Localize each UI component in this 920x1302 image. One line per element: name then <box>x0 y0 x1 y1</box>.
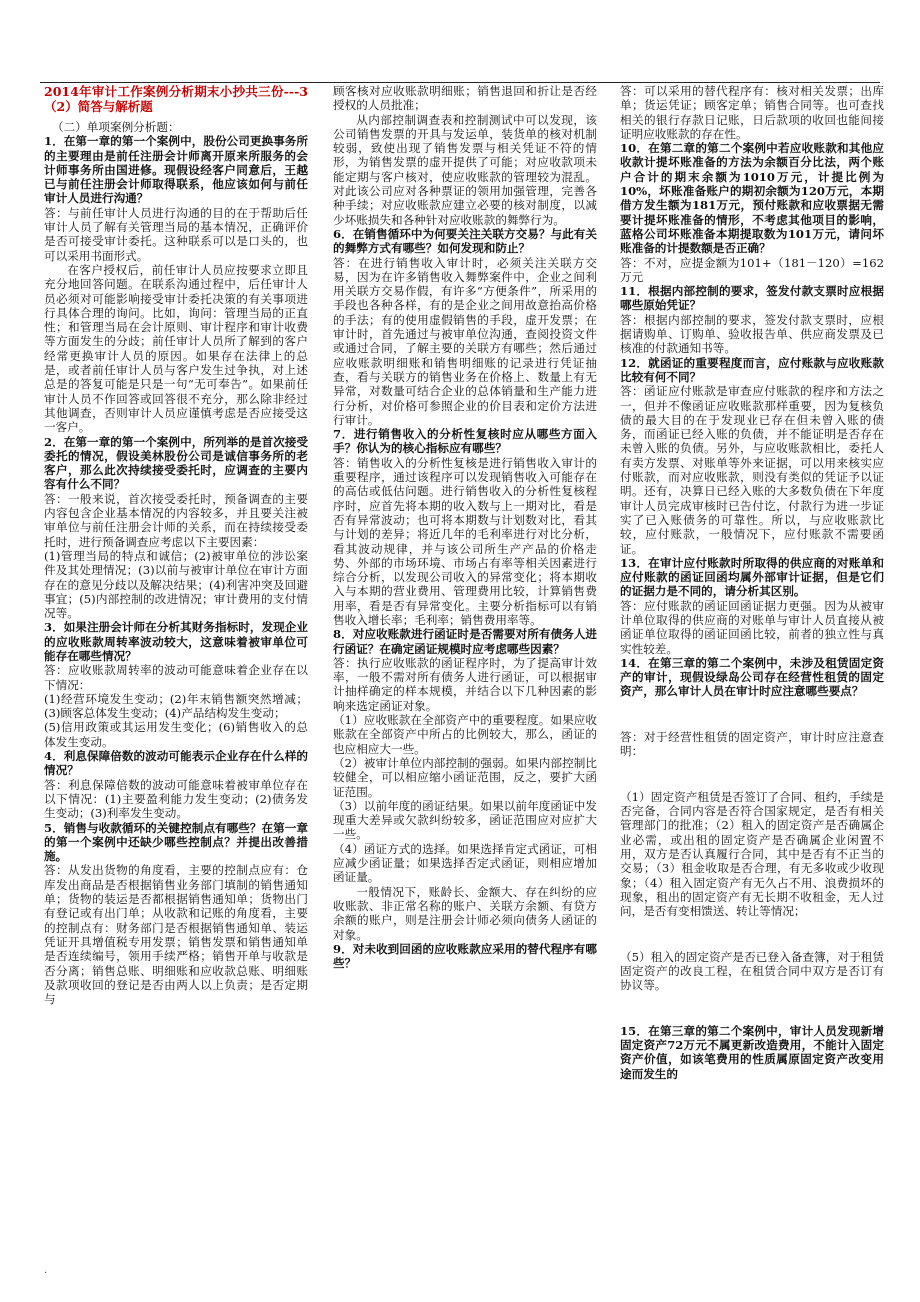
answer-paragraph: (5)信用政策或其运用发生变化；(6)销售收入的总体发生变动。 <box>44 720 308 749</box>
answer-paragraph: 答：应收账款周转率的波动可能意味着企业存在以下情况： <box>44 663 308 692</box>
question-heading: 5．销售与收款循环的关键控制点有哪些？在第一章的第一个案例中还缺少哪些控制点？并提出改善措施。 <box>44 820 308 864</box>
answer-paragraph: 从内部控制调查表和控制测试中可以发现，该公司销售发票的开具与发运单，装货单的核对机制较弱，致使出现了销售发票与相关凭证不符的情形，为销售发票的虚开提供了可能；对应收款项未能定期与客户核对，使应收账款的管理较为混乱。对此该公司应对各种票证的领用加强管理，完善各种手续；对应收账款应建立必要的核对制度，以减少坏账损失和各种针对应收账款的舞弊行为。 <box>333 112 597 227</box>
answer-paragraph: 答：从发出货物的角度看，主要的控制点应有：仓库发出商品是否根据销售业务部门填制的销售通知单；货物的装运是否都根据销售通知单；货物出门有登记或有出门单；从收款和记账的角度看，主要的控制点有：财务部门是否根据销售通知单、装运凭证开具增值税专用发票；销售发票和销售通知单是否连续编号，领用手续严格；销售开单与收款是否分离；销售总账、明细账和应收款总账、明细账及款项收回的登记是否由两人以上负责；是否定期与 <box>44 863 308 1007</box>
column-2 <box>333 84 597 1274</box>
answer-paragraph: 答：利息保障倍数的波动可能意味着被审单位存在以下情况：(1)主要盈利能力发生变动；(2)债务发生变动；(3)利率发生变动。 <box>44 777 308 821</box>
answer-paragraph: 答：执行应收账款的函证程序时，为了提高审计效率，一般不需对所有债务人进行函证，可以根据审计抽样确定的样本规模，并结合以下几种因素的影响来选定函证对象。 <box>333 655 597 713</box>
question-heading: 6．在销售循环中为何要关注关联方交易？与此有关的舞弊方式有哪些？如何发现和防止？ <box>333 226 597 256</box>
answer-paragraph: （1）应收账款在全部资产中的重要程度。如果应收账款在全部资产中所占的比例较大，那么，函证的也应相应大一些。 <box>333 713 597 756</box>
answer-paragraph: 答：函证应付账款是审查应付账款的程序和方法之一，但并不像函证应收账款那样重要，因为复核负债的最大目的在于发现业已存在但未曾入账的债务，而函证已经入账的负债，并不能证明是否存在未曾入账的负债。另外，与应收账款相比，委托人有卖方发票、对账单等外来证据，可以用来核实应付账款，而对应收账款，则没有类似的凭证予以证明。还有，决算日已经入账的大多数负债在下年度审计人员完成审核时已告付讫，付款行为进一步证实了已入账债务的可靠性。所以，与应收账款比较，应付账款，一般情况下，应付账款不需要函证。 <box>620 384 884 556</box>
answer-paragraph: 答：不对，应提金额为101+（181－120）=162万元 <box>620 255 884 284</box>
answer-paragraph: 一般情况下，账龄长、金额大、存在纠纷的应收账款、非正常名称的账户、关联方余额、有贷方余额的账户，则是注册会计师必须向债务人函证的对象。 <box>333 884 597 942</box>
column-2-body <box>333 84 597 970</box>
answer-paragraph: 顾客核对应收账款明细账；销售退回和折让是否经授权的人员批准； <box>333 84 597 113</box>
column-3-body <box>620 84 884 1081</box>
answer-paragraph: 答：应付账款的函证回函证据力更强。因为从被审计单位取得的供应商的对账单与审计人员直接从被函证单位取得的函证回函比较，前者的独立性与真实性较差。 <box>620 598 884 656</box>
question-heading: 12．就函证的重要程度而言，应付账款与应收账款比较有何不同？ <box>620 355 884 384</box>
question-heading: 15．在第三章的第二个案例中，审计人员发现新增固定资产72万元不属更新改造费用，不能计入固定资产价值，如该笔费用的性质属原固定资产改变用途而发生的 <box>620 1023 884 1081</box>
answer-paragraph: 答：与前任审计人员进行沟通的目的在于帮助后任审计人员了解有关管理当局的基本情况，正确评价是否可接受审计委托。这种联系可以是口头的，也可以采用书面形式。 <box>44 205 308 263</box>
spacer <box>620 930 884 938</box>
spacer <box>620 1004 884 1012</box>
answer-paragraph: (1)管理当局的特点和诚信；(2)被审单位的涉讼案件及其处理情况；(3)以前与被审计单位在审计方面存在的意见分歧以及解决结果；(4)利害冲突及回避事宜；(5)内部控制的改进情况；审计费用的支付情况等。 <box>44 548 308 621</box>
answer-paragraph: 答：在进行销售收入审计时，必须关注关联方交易，因为在许多销售收入舞弊案件中，企业之间利用关联方交易作假，有许多“方便条件”，所采用的手段也各种各样，有的是企业之间用故意抬高价格的手法；有的使用虚假销售的手段，虚开发票；在审计时，首先通过与被审单位沟通，查阅投资文件或通过合同，了解主要的关联方有哪些；然后通过应收账款明细账和销售明细账的记录进行凭证抽查，看与关联方的销售业务在价格上、数量上有无异常，对数量可结合企业的总体销量和生产能力进行分析，对价格可参照企业的价目表和定价方法进行审计。 <box>333 255 597 427</box>
question-heading: 3．如果注册会计师在分析其财务指标时，发现企业的应收账款周转率波动较大，这意味着被审单位可能存在哪些情况？ <box>44 620 308 663</box>
answer-paragraph: (1)经营环境发生变动；(2)年末销售额突然增减；(3)顾客总体发生变动；(4)产品结构发生变动； <box>44 691 308 721</box>
answer-paragraph: （4）函证方式的选择。如果选择肯定式函证，可相应减少函证量；如果选择否定式函证，则相应增加函证量。 <box>333 841 597 885</box>
question-heading: 14．在第三章的第二个案例中，未涉及租赁固定资产的审计，现假设绿岛公司存在经营性租赁的固定资产，那么审计人员在审计时应注意哪些要点？ <box>620 655 884 699</box>
answer-paragraph: 答：一般来说，首次接受委托时，预备调查的主要内容包含企业基本情况的内容较多，并且要关注被审单位与前任注册会计师的关系，而在持续接受委托时，进行预备调查应考虑以下主要因素： <box>44 491 308 549</box>
footer-mark: . <box>44 1265 48 1276</box>
answer-paragraph: 在客户授权后，前任审计人员应按要求立即且充分地回答问题。在联系沟通过程中，后任审计人员必须对可能影响接受审计委托决策的有关事项进行具体合理的询问。比如，询问：管理当局的正直性；和管理当局在会计原则、审计程序和审计收费等方面发生的分歧；前任审计人员所了解到的客户经常更换审计人员的原因。如果存在法律上的总是，或者前任审计人员与客户发生过争执，对上述总是的答复可能是只是一句“无可奉告”。如果前任审计人员不作回答或回答很不充分，那么除非经过其他调查，否则审计人员应谨慎考虑是否应接受这一客户。 <box>44 262 308 435</box>
question-heading: 7．进行销售收入的分析性复核时应从哪些方面入手？你认为的核心指标应有哪些？ <box>333 427 597 456</box>
spacer <box>620 770 884 778</box>
column-3 <box>620 84 884 1274</box>
column-1-body <box>44 134 308 1006</box>
answer-paragraph: （2）被审计单位内部控制的强弱。如果内部控制比较健全，可以相应缩小函证范围，反之，要扩大函证范围。 <box>333 755 597 799</box>
answer-paragraph: 答：销售收入的分析性复核是进行销售收入审计的重要程序，通过该程序可以发现销售收入可能存在的高估或低估问题。进行销售收入的分析性复核程序时，应首先将本期的收入数与上一期对比，看是否有异常波动；也可将本期数与计划数对比，看其与计划的差异；将近几年的毛利率进行对比分析，看其波动规律，并与该公司所生产产品的价格走势、外部的市场环境、市场占有率等相关因素进行综合分析，以发现公司收入的异常变化；将本期收入与本期的营业费用、管理费用比较，计算销售费用率，看是否有异常变化。主要分析指标可以有销售收入增长率；毛利率；销售费用率等。 <box>333 455 597 627</box>
question-heading: 8．对应收账款进行函证时是否需要对所有债务人进行函证？在确定函证规模时应考虑哪些因素？ <box>333 627 597 656</box>
question-heading: 13．在审计应付账款时所取得的供应商的对账单和应付账款的函证回函均属外部审计证据，但是它们的证据力是不同的，请分析其区别。 <box>620 555 884 599</box>
answer-paragraph: （1）固定资产租赁是否签订了合同、租约，手续是否完备，合同内容是否符合国家规定，是否有相关管理部门的批准；（2）租入的固定资产是否确属企业必需，或出租的固定资产是否确属企业闲置不用，双方是否认真履行合同，其中是否有不正当的交易；（3）租金收取是否合理，有无多收或少收现象；（4）租入固定资产有无久占不用、浪费损坏的现象，租出的固定资产有无长期不收租金，无人过问，是否有变相馈送、转让等情况； <box>620 789 884 919</box>
question-heading: 1．在第一章的第一个案例中，股份公司更换事务所的主要理由是前任注册会计师离开原来所服务的会计师事务所由国进修。现假设经客户同意后，王越已与前任注册会计师取得联系，他应该如何与前任审计人员进行沟通？ <box>44 134 308 206</box>
question-heading: 9．对未收到回函的应收账款应采用的替代程序有哪些？ <box>333 941 597 971</box>
answer-paragraph: 答：对于经营性租赁的固定资产，审计时应注意查明： <box>620 729 884 759</box>
column-1 <box>44 84 308 1274</box>
question-heading: 4．利息保障倍数的波动可能表示企业存在什么样的情况？ <box>44 749 308 778</box>
answer-paragraph: （3）以前年度的函证结果。如果以前年度函证中发现重大差异或欠款纠纷较多，函证范围应对应扩大一些。 <box>333 798 597 842</box>
answer-paragraph: （5）租入的固定资产是否已登入备查簿，对于租赁固定资产的改良工程，在租赁合同中双方是否订有协议等。 <box>620 949 884 993</box>
document-title: 2014年审计工作案例分析期末小抄共三份---3（2）简答与解析题 <box>44 84 308 114</box>
question-heading: 2．在第一章的第一个案例中，所列举的是首次接受委托的情况，假设美林股份公司是诚信事务所的老客户，那么此次持续接受委托时，应调查的主要内容有什么不同？ <box>44 434 308 492</box>
spacer <box>620 710 884 718</box>
header-rule <box>40 82 880 83</box>
question-heading: 10．在第二章的第二个案例中若应收账款和其他应收款计提坏账准备的方法为余额百分比法，两个账户合计的期末余额为1010万元，计提比例为10%，坏账准备账户的期初余额为120万元，本期借方发生额为181万元，预付账款和应收票据无需要计提坏账准备的情形，不考虑其他项目的影响，蓝格公司坏账准备本期提取数为101万元，请问坏账准备的计提数额是否正确？ <box>620 141 884 256</box>
answer-paragraph: 答：可以采用的替代程序有：核对相关发票；出库单；货运凭证；顾客定单；销售合同等。也可查找相关的银行存款日记账，日后款项的收回也能间接证明应收账款的存在性。 <box>620 84 884 141</box>
section-heading: （二）单项案例分析题： <box>52 120 180 134</box>
question-heading: 11．根据内部控制的要求，签发付款支票时应根据哪些原始凭证？ <box>620 284 884 313</box>
answer-paragraph: 答：根据内部控制的要求，签发付款支票时，应根据请购单、订购单、验收报告单、供应商发票及已核准的付款通知书等。 <box>620 312 884 356</box>
